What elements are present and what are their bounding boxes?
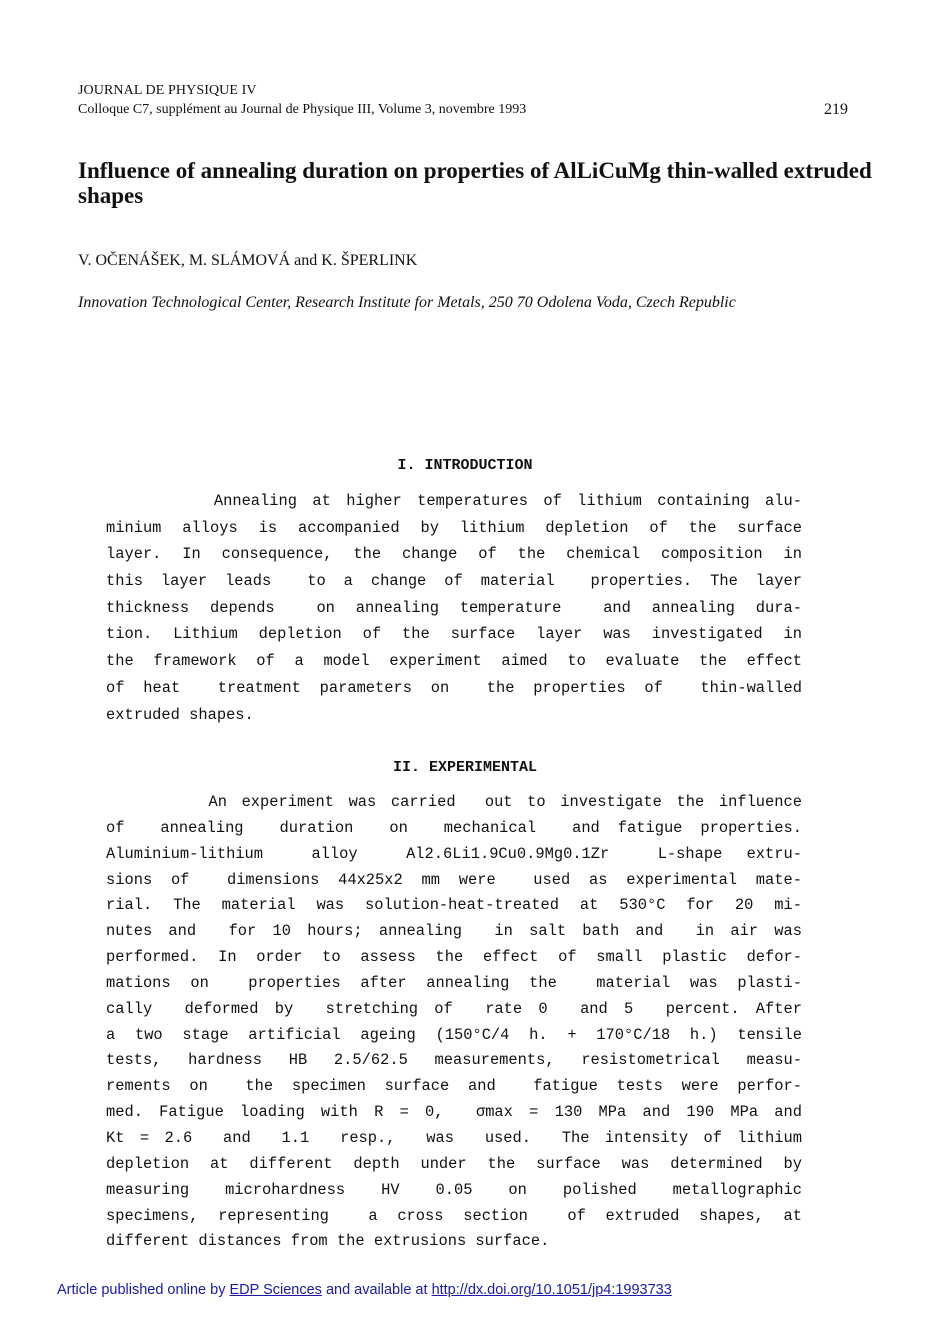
page-number: 219 xyxy=(824,101,848,118)
colloque-info: Colloque C7, supplément au Journal de Physique III, Volume 3, novembre 1993 xyxy=(78,102,527,117)
affiliation: Innovation Technological Center, Research Institute for Metals, 250 70 Odolena Voda, Czech Republic xyxy=(78,294,736,311)
edp-sciences-link[interactable]: EDP Sciences xyxy=(229,1282,322,1298)
text-line: layer. In consequence, the change of the chemical composition in xyxy=(106,545,802,564)
footer-middle: and available at xyxy=(321,1282,432,1298)
authors: V. OČENÁŠEK, M. SLÁMOVÁ and K. ŠPERLINK xyxy=(78,252,418,269)
publication-footer xyxy=(57,1282,672,1298)
text-line: minium alloys is accompanied by lithium depletion of the surface xyxy=(106,518,802,537)
text-line: rial. The material was solution-heat-treated at 530°C for 20 mi- xyxy=(106,896,802,915)
text-line: Annealing at higher temperatures of lithium containing alu- xyxy=(106,492,802,510)
text-line: extruded shapes. xyxy=(106,705,254,724)
section-heading-experimental: II. EXPERIMENTAL xyxy=(392,759,538,776)
section-heading-introduction: I. INTRODUCTION xyxy=(397,457,533,474)
text-line: a two stage artificial ageing (150°C/4 h. + 170°C/18 h.) tensile xyxy=(106,1025,802,1044)
text-line: the framework of a model experiment aimed to evaluate the effect xyxy=(106,652,802,671)
text-line: tion. Lithium depletion of the surface layer was investigated in xyxy=(106,625,802,644)
text-line: Kt = 2.6 and 1.1 resp., was used. The intensity of lithium xyxy=(106,1128,802,1147)
journal-name: JOURNAL DE PHYSIQUE IV xyxy=(78,83,257,98)
paper-title: Influence of annealing duration on properties of AlLiCuMg thin-walled extruded shapes xyxy=(78,158,872,208)
introduction-paragraph xyxy=(106,488,802,728)
text-line: sions of dimensions 44x25x2 mm were used as experimental mate- xyxy=(106,870,802,889)
text-line: mations on properties after annealing the material was plasti- xyxy=(106,973,802,992)
text-line: of annealing duration on mechanical and fatigue properties. xyxy=(106,818,802,837)
text-line: different distances from the extrusions surface. xyxy=(106,1232,550,1251)
text-line: this layer leads to a change of material properties. The layer xyxy=(106,572,802,591)
text-line: Aluminium-lithium alloy Al2.6Li1.9Cu0.9Mg0.1Zr L-shape extru- xyxy=(106,844,802,863)
text-line: nutes and for 10 hours; annealing in salt bath and in air was xyxy=(106,922,802,941)
text-line: thickness depends on annealing temperature and annealing dura- xyxy=(106,598,802,617)
footer-prefix: Article published online by xyxy=(57,1282,230,1298)
text-line: cally deformed by stretching of rate 0 and 5 percent. After xyxy=(106,999,802,1018)
text-line: med. Fatigue loading with R = 0, σmax = 130 MPa and 190 MPa and xyxy=(106,1103,802,1122)
experimental-paragraph xyxy=(106,790,802,1255)
text-line: depletion at different depth under the surface was determined by xyxy=(106,1154,802,1173)
text-line: tests, hardness HB 2.5/62.5 measurements, resistometrical measu- xyxy=(106,1051,802,1070)
text-line: An experiment was carried out to investigate the influence xyxy=(106,793,802,811)
text-line: performed. In order to assess the effect of small plastic defor- xyxy=(106,948,802,967)
text-line: specimens, representing a cross section of extruded shapes, at xyxy=(106,1206,802,1225)
text-line: of heat treatment parameters on the properties of thin-walled xyxy=(106,678,802,697)
doi-link[interactable]: http://dx.doi.org/10.1051/jp4:1993733 xyxy=(431,1282,672,1298)
text-line: rements on the specimen surface and fatigue tests were perfor- xyxy=(106,1077,802,1096)
text-line: measuring microhardness HV 0.05 on polished metallographic xyxy=(106,1180,802,1199)
